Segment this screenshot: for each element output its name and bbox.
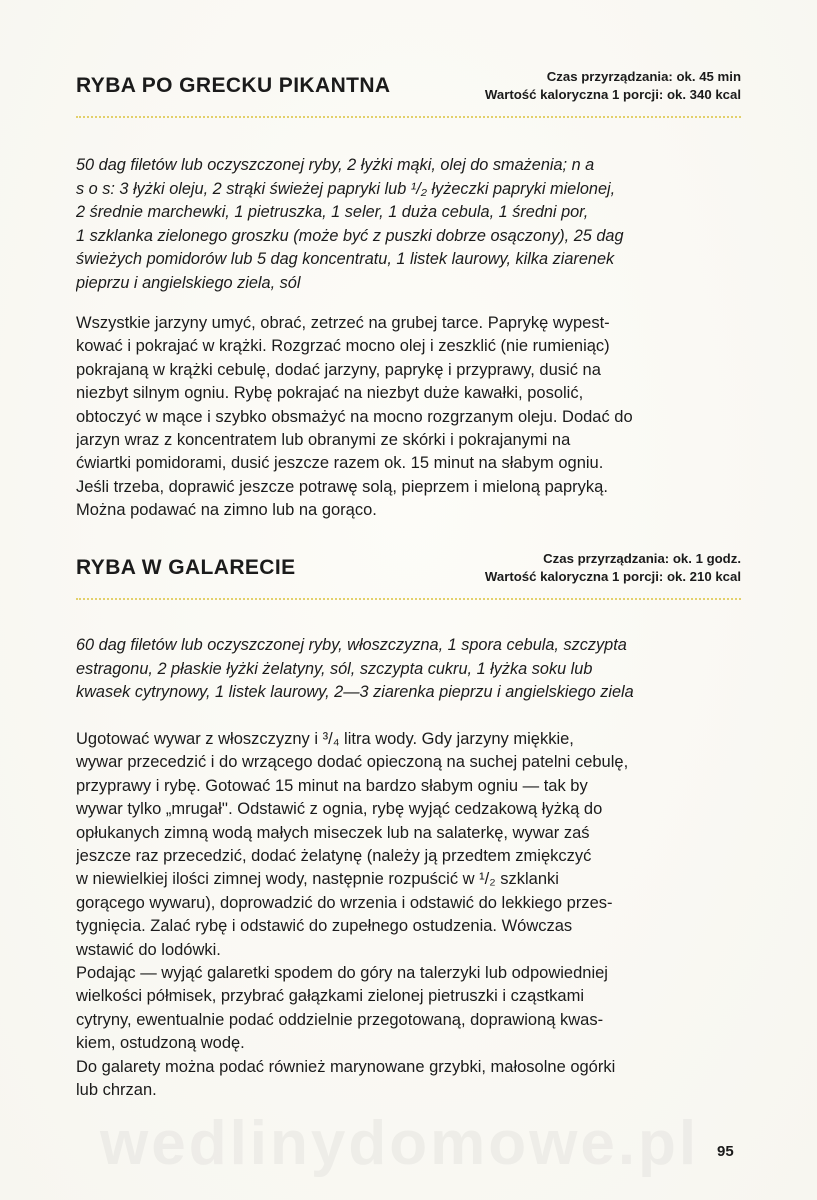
instructions-line: wywar przecedzić i do wrzącego dodać opieczoną na suchej patelni cebulę, [76,753,629,772]
prep-time-label: Czas przyrządzania: [543,551,670,566]
ingredients-line: świeżych pomidorów lub 5 dag koncentratu, 1 listek laurowy, kilka ziarenek [76,250,615,269]
instructions-line: Ugotować wywar z włoszczyzny i ³/₄ litra wody. Gdy jarzyny miękkie, [76,730,574,748]
instructions-line: pokrajaną w krążki cebulę, dodać jarzyny, paprykę i przyprawy, dusić na [76,360,601,379]
instructions-line: wstawić do lodówki. [76,940,221,959]
ingredients-list [76,154,744,296]
prep-time [485,550,741,568]
recipe-meta [485,68,741,104]
ingredients-line: estragonu, 2 płaskie łyżki żelatyny, sól, szczypta cukru, 1 łyżka soku lub [76,659,593,678]
prep-time-value: ok. 1 godz. [672,551,741,566]
prep-time-label: Czas przyrządzania: [546,69,673,84]
recipe-meta [485,550,741,586]
instructions-line: opłukanych zimną wodą małych miseczek lub na salaterkę, wywar zaś [76,823,590,842]
instructions-line: kiem, ostudzoną wodę. [76,1034,245,1053]
recipe-title: RYBA PO GRECKU PIKANTNA [76,74,391,97]
header-divider [76,598,741,600]
recipe-title: RYBA W GALARECIE [76,556,296,579]
instructions-line: Można podawać na zimno lub na gorąco. [76,501,377,520]
instructions-line: Wszystkie jarzyny umyć, obrać, zetrzeć na grubej tarce. Paprykę wypest- [76,314,610,332]
ingredients-line: 60 dag filetów lub oczyszczonej ryby, włoszczyzna, 1 spora cebula, szczypta [76,636,627,654]
instructions-line: niezbyt silnym ogniu. Rybę pokrajać na niezbyt duże kawałki, posolić, [76,384,584,403]
calories-value: ok. 210 kcal [666,569,741,584]
calories [485,568,741,586]
page-number: 95 [717,1143,734,1160]
instructions-line: tygnięcia. Zalać rybę i odstawić do zupełnego ostudzenia. Wówczas [76,917,573,936]
instructions-line: Podając — wyjąć galaretki spodem do góry na talerzyki lub odpowiedniej [76,964,608,983]
instructions-line: jarzyn wraz z koncentratem lub obranymi ze skórki i pokrajanymi na [76,431,571,450]
ingredients-line: 50 dag filetów lub oczyszczonej ryby, 2 łyżki mąki, olej do smażenia; n a [76,156,595,174]
header-divider [76,116,741,118]
ingredients-line: pieprzu i angielskiego ziela, sól [76,273,301,292]
calories-label: Wartość kaloryczna 1 porcji: [484,87,664,102]
instructions-line: wielkości półmisek, przybrać gałązkami zielonej pietruszki i cząstkami [76,987,585,1006]
prep-time-value: ok. 45 min [676,69,741,84]
instructions-line: w niewielkiej ilości zimnej wody, następnie rozpuścić w ¹/₂ szklanki [76,870,559,889]
instructions-text [76,728,744,1103]
watermark: wedlinydomowe.pl [100,1109,700,1178]
ingredients-list [76,634,744,705]
recipe-header [76,550,741,610]
instructions-line: obtoczyć w mące i szybko obsmażyć na mocno rozgrzanym oleju. Dodać do [76,407,633,426]
ingredients-line: kwasek cytrynowy, 1 listek laurowy, 2—3 ziarenka pieprzu i angielskiego ziela [76,683,634,702]
instructions-line: lub chrzan. [76,1081,157,1100]
instructions-line: Jeśli trzeba, doprawić jeszcze potrawę solą, pieprzem i mieloną papryką. [76,477,608,496]
instructions-line: ćwiartki pomidorami, dusić jeszcze razem ok. 15 minut na słabym ogniu. [76,454,604,473]
instructions-line: wywar tylko „mrugał''. Odstawić z ognia, rybę wyjąć cedzakową łyżką do [76,800,603,819]
calories-label: Wartość kaloryczna 1 porcji: [484,569,664,584]
ingredients-line: 2 średnie marchewki, 1 pietruszka, 1 seler, 1 duża cebula, 1 średni por, [76,203,589,222]
instructions-text [76,312,744,523]
recipe-header [76,68,741,128]
calories-value: ok. 340 kcal [666,87,741,102]
calories [485,86,741,104]
instructions-line: jeszcze raz przecedzić, dodać żelatynę (należy ją przedtem zmiękczyć [76,847,592,866]
ingredients-line: s o s: 3 łyżki oleju, 2 strąki świeżej papryki lub ¹/₂ łyżeczki papryki mielonej, [76,179,616,198]
instructions-line: kować i pokrajać w krążki. Rozgrzać mocno olej i zeszklić (nie rumieniąc) [76,337,610,356]
instructions-line: Do galarety można podać również marynowane grzybki, małosolne ogórki [76,1057,616,1076]
instructions-line: gorącego wywaru), doprowadzić do wrzenia i odstawić do lekkiego przes- [76,893,613,912]
prep-time [485,68,741,86]
instructions-line: cytryny, ewentualnie podać oddzielnie przegotowaną, doprawioną kwas- [76,1010,604,1029]
ingredients-line: 1 szklanka zielonego groszku (może być z puszki dobrze osączony), 25 dag [76,226,624,245]
instructions-line: przyprawy i rybę. Gotować 15 minut na bardzo słabym ogniu — tak by [76,776,588,795]
